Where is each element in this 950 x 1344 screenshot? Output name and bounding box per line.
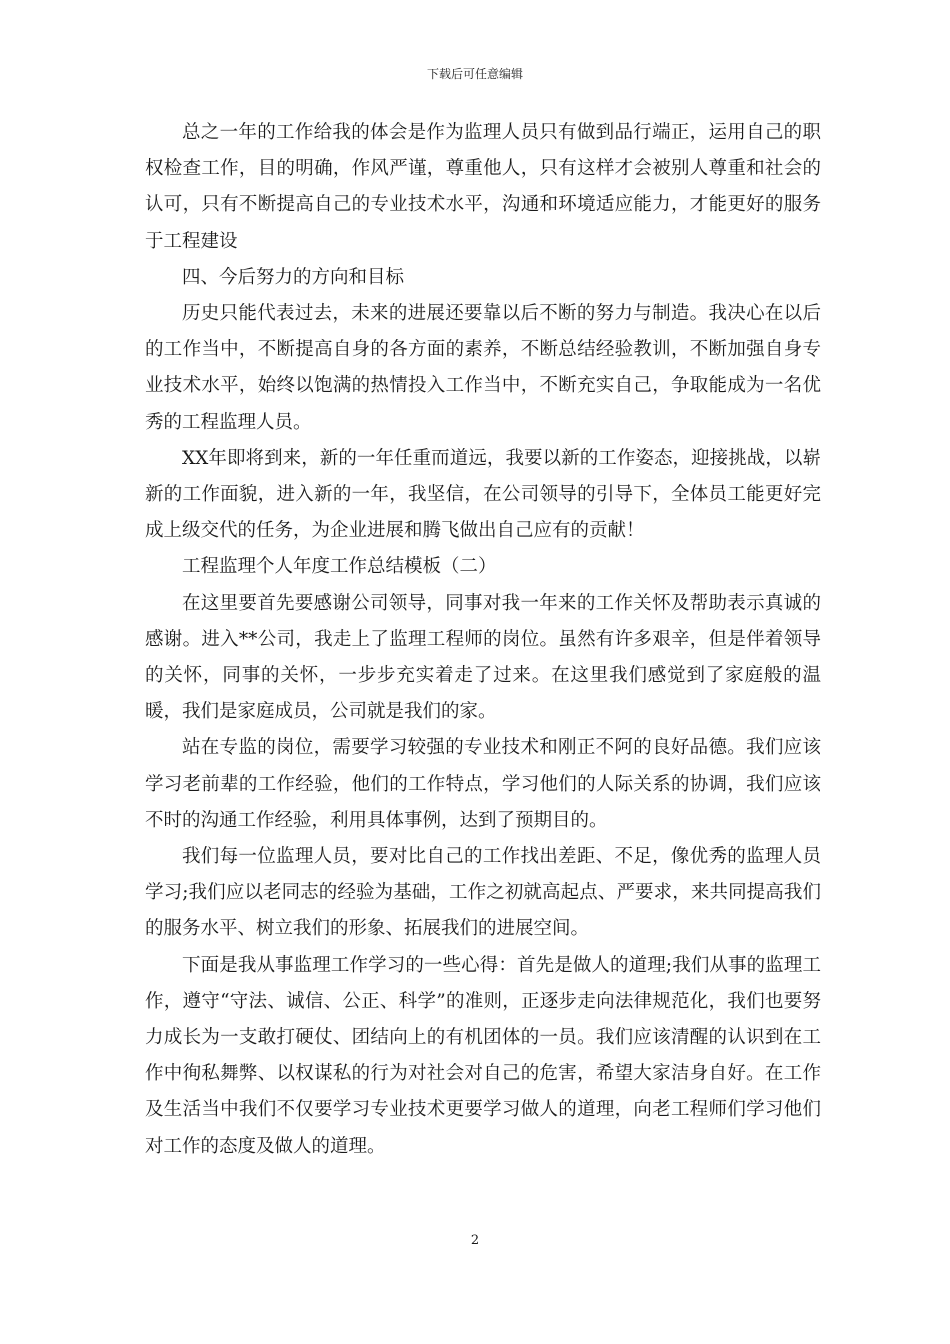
paragraph-new-year: XX年即将到来，新的一年任重而道远，我要以新的工作姿态，迎接挑战，以崭新的工作面貌，进入新的一年，我坚信，在公司领导的引导下，全体员工能更好完成上级交代的任务，为企业进展和腾飞做出自己应有的贡献！ — [145, 447, 821, 542]
section-heading-goals: 四、今后努力的方向和目标 — [182, 266, 405, 288]
paragraph-insights: 下面是我从事监理工作学习的一些心得：首先是做人的道理;我们从事的监理工作，遵守“守法、诚信、公正、科学”的准则，正逐步走向法律规范化，我们也要努力成长为一支敢打硬仗、团结向上的有机团体的一员。我们应该清醒的认识到在工作中徇私舞弊、以权谋私的行为对社会对自己的危害，希望大家洁身自好。在工作及生活当中我们不仅要学习专业技术更要学习做人的道理，向老工程师们学习他们对工作的态度及做人的道理。 — [145, 954, 821, 1157]
paragraph-learning: 我们每一位监理人员，要对比自己的工作找出差距、不足，像优秀的监理人员学习;我们应以老同志的经验为基础，工作之初就高起点、严要求，来共同提高我们的服务水平、树立我们的形象、拓展我们的进展空间。 — [145, 846, 821, 940]
page-number: 2 — [470, 1233, 480, 1248]
paragraph-position: 站在专监的岗位，需要学习较强的专业技术和刚正不阿的良好品德。我们应该学习老前辈的工作经验，他们的工作特点，学习他们的人际关系的协调，我们应该不时的沟通工作经验，利用具体事例，达到了预期目的。 — [145, 737, 821, 831]
paragraph-summary: 总之一年的工作给我的体会是作为监理人员只有做到品行端正，运用自己的职权检查工作，目的明确，作风严谨，尊重他人，只有这样才会被别人尊重和社会的认可，只有不断提高自己的专业技术水平，沟通和环境适应能力，才能更好的服务于工程建设 — [145, 122, 821, 252]
page-header: 下载后可任意编辑 — [426, 67, 523, 81]
document-body — [145, 115, 821, 1165]
paragraph-future-plan: 历史只能代表过去，未来的进展还要靠以后不断的努力与制造。我决心在以后的工作当中，不断提高自身的各方面的素养，不断总结经验教训，不断加强自身专业技术水平，始终以饱满的热情投入工作当中，不断充实自己，争取能成为一名优秀的工程监理人员。 — [145, 303, 821, 433]
paragraph-thanks: 在这里要首先要感谢公司领导，同事对我一年来的工作关怀及帮助表示真诚的感谢。进入**公司，我走上了监理工程师的岗位。虽然有许多艰辛，但是伴着领导的关怀，同事的关怀，一步步充实着走了过来。在这里我们感觉到了家庭般的温暖，我们是家庭成员，公司就是我们的家。 — [145, 592, 821, 723]
section-heading-template-two: 工程监理个人年度工作总结模板（二） — [182, 556, 497, 578]
